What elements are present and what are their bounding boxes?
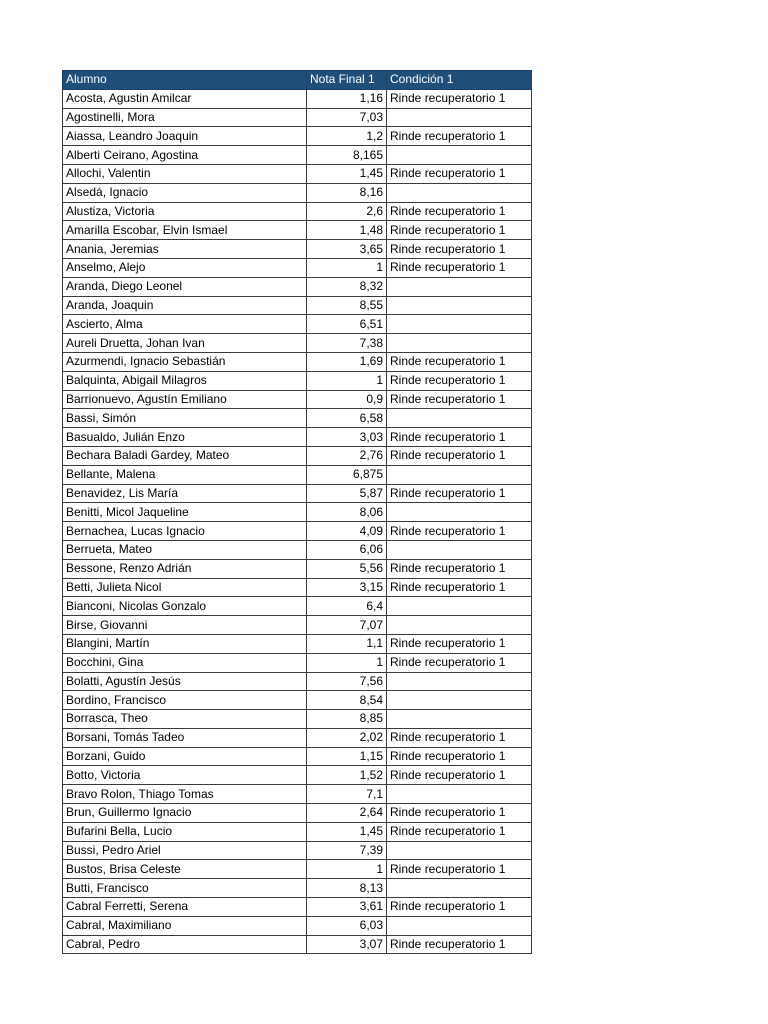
condition-cell: [387, 277, 532, 296]
condition-cell: [387, 691, 532, 710]
table-row: [63, 728, 532, 747]
final-grade-cell: 8,32: [307, 277, 387, 296]
table-row: [63, 879, 532, 898]
final-grade-cell: 4,09: [307, 522, 387, 541]
student-name-cell: Bufarini Bella, Lucio: [63, 822, 307, 841]
table-row: [63, 409, 532, 428]
table-row: [63, 804, 532, 823]
student-name-cell: Bolatti, Agustín Jesús: [63, 672, 307, 691]
condition-cell: Rinde recuperatorio 1: [387, 446, 532, 465]
student-name-cell: Bechara Baladi Gardey, Mateo: [63, 446, 307, 465]
final-grade-cell: 7,03: [307, 108, 387, 127]
final-grade-cell: 1: [307, 258, 387, 277]
final-grade-cell: 3,03: [307, 428, 387, 447]
table-row: [63, 428, 532, 447]
student-name-cell: Borzani, Guido: [63, 747, 307, 766]
final-grade-cell: 1,45: [307, 822, 387, 841]
final-grade-cell: 0,9: [307, 390, 387, 409]
student-name-cell: Betti, Julieta Nicol: [63, 578, 307, 597]
condition-cell: [387, 710, 532, 729]
condition-cell: Rinde recuperatorio 1: [387, 653, 532, 672]
student-name-cell: Allochi, Valentin: [63, 164, 307, 183]
final-grade-cell: 7,39: [307, 841, 387, 860]
table-row: [63, 277, 532, 296]
student-name-cell: Benitti, Micol Jaqueline: [63, 503, 307, 522]
table-row: [63, 446, 532, 465]
table-row: [63, 522, 532, 541]
final-grade-cell: 3,61: [307, 898, 387, 917]
student-name-cell: Alsedá, Ignacio: [63, 183, 307, 202]
final-grade-cell: 3,65: [307, 240, 387, 259]
final-grade-cell: 2,02: [307, 728, 387, 747]
table-row: [63, 822, 532, 841]
condition-cell: [387, 146, 532, 165]
final-grade-cell: 8,54: [307, 691, 387, 710]
final-grade-cell: 8,165: [307, 146, 387, 165]
condition-cell: [387, 315, 532, 334]
student-name-cell: Benavidez, Lis María: [63, 484, 307, 503]
condition-cell: Rinde recuperatorio 1: [387, 634, 532, 653]
student-name-cell: Cabral, Maximiliano: [63, 916, 307, 935]
student-name-cell: Amarilla Escobar, Elvin Ismael: [63, 221, 307, 240]
condition-cell: Rinde recuperatorio 1: [387, 202, 532, 221]
condition-cell: Rinde recuperatorio 1: [387, 428, 532, 447]
column-header-alumno: Alumno: [63, 71, 307, 90]
final-grade-cell: 6,06: [307, 540, 387, 559]
condition-cell: Rinde recuperatorio 1: [387, 728, 532, 747]
condition-cell: Rinde recuperatorio 1: [387, 164, 532, 183]
condition-cell: Rinde recuperatorio 1: [387, 898, 532, 917]
table-row: [63, 841, 532, 860]
grades-table: [62, 70, 532, 954]
final-grade-cell: 6,875: [307, 465, 387, 484]
student-name-cell: Bustos, Brisa Celeste: [63, 860, 307, 879]
final-grade-cell: 7,1: [307, 785, 387, 804]
condition-cell: [387, 503, 532, 522]
table-row: [63, 672, 532, 691]
student-name-cell: Botto, Victoria: [63, 766, 307, 785]
student-name-cell: Barrionuevo, Agustín Emiliano: [63, 390, 307, 409]
condition-cell: Rinde recuperatorio 1: [387, 860, 532, 879]
condition-cell: Rinde recuperatorio 1: [387, 371, 532, 390]
table-row: [63, 108, 532, 127]
final-grade-cell: 1: [307, 371, 387, 390]
table-row: [63, 503, 532, 522]
student-name-cell: Aiassa, Leandro Joaquin: [63, 127, 307, 146]
student-name-cell: Aureli Druetta, Johan Ivan: [63, 334, 307, 353]
condition-cell: [387, 183, 532, 202]
student-name-cell: Azurmendi, Ignacio Sebastián: [63, 352, 307, 371]
final-grade-cell: 2,76: [307, 446, 387, 465]
student-name-cell: Bussi, Pedro Ariel: [63, 841, 307, 860]
student-name-cell: Basualdo, Julián Enzo: [63, 428, 307, 447]
student-name-cell: Bordino, Francisco: [63, 691, 307, 710]
final-grade-cell: 8,55: [307, 296, 387, 315]
student-name-cell: Aranda, Diego Leonel: [63, 277, 307, 296]
condition-cell: [387, 540, 532, 559]
table-row: [63, 390, 532, 409]
condition-cell: Rinde recuperatorio 1: [387, 352, 532, 371]
student-name-cell: Alberti Ceirano, Agostina: [63, 146, 307, 165]
final-grade-cell: 6,03: [307, 916, 387, 935]
condition-cell: [387, 616, 532, 635]
student-name-cell: Acosta, Agustin Amilcar: [63, 89, 307, 108]
final-grade-cell: 5,56: [307, 559, 387, 578]
final-grade-cell: 5,87: [307, 484, 387, 503]
student-name-cell: Aranda, Joaquin: [63, 296, 307, 315]
student-name-cell: Bianconi, Nicolas Gonzalo: [63, 597, 307, 616]
condition-cell: [387, 108, 532, 127]
student-name-cell: Bernachea, Lucas Ignacio: [63, 522, 307, 541]
table-row: [63, 484, 532, 503]
condition-cell: Rinde recuperatorio 1: [387, 822, 532, 841]
student-name-cell: Brun, Guillermo Ignacio: [63, 804, 307, 823]
final-grade-cell: 8,13: [307, 879, 387, 898]
condition-cell: Rinde recuperatorio 1: [387, 221, 532, 240]
final-grade-cell: 1,48: [307, 221, 387, 240]
final-grade-cell: 7,38: [307, 334, 387, 353]
condition-cell: [387, 465, 532, 484]
condition-cell: Rinde recuperatorio 1: [387, 578, 532, 597]
table-row: [63, 578, 532, 597]
final-grade-cell: 7,56: [307, 672, 387, 691]
table-row: [63, 597, 532, 616]
condition-cell: Rinde recuperatorio 1: [387, 89, 532, 108]
final-grade-cell: 6,58: [307, 409, 387, 428]
student-name-cell: Balquinta, Abigail Milagros: [63, 371, 307, 390]
table-row: [63, 89, 532, 108]
condition-cell: Rinde recuperatorio 1: [387, 522, 532, 541]
condition-cell: Rinde recuperatorio 1: [387, 127, 532, 146]
condition-cell: [387, 785, 532, 804]
column-header-condicion: Condición 1: [387, 71, 532, 90]
table-row: [63, 916, 532, 935]
condition-cell: [387, 841, 532, 860]
condition-cell: Rinde recuperatorio 1: [387, 935, 532, 954]
condition-cell: Rinde recuperatorio 1: [387, 747, 532, 766]
table-row: [63, 127, 532, 146]
final-grade-cell: 8,16: [307, 183, 387, 202]
condition-cell: Rinde recuperatorio 1: [387, 390, 532, 409]
table-row: [63, 164, 532, 183]
student-name-cell: Birse, Giovanni: [63, 616, 307, 635]
table-row: [63, 296, 532, 315]
table-row: [63, 352, 532, 371]
final-grade-cell: 1,15: [307, 747, 387, 766]
student-name-cell: Bassi, Simón: [63, 409, 307, 428]
final-grade-cell: 8,06: [307, 503, 387, 522]
table-row: [63, 616, 532, 635]
condition-cell: Rinde recuperatorio 1: [387, 766, 532, 785]
condition-cell: Rinde recuperatorio 1: [387, 559, 532, 578]
final-grade-cell: 1,45: [307, 164, 387, 183]
condition-cell: [387, 296, 532, 315]
final-grade-cell: 1,16: [307, 89, 387, 108]
student-name-cell: Bellante, Malena: [63, 465, 307, 484]
student-name-cell: Cabral Ferretti, Serena: [63, 898, 307, 917]
condition-cell: [387, 409, 532, 428]
final-grade-cell: 6,4: [307, 597, 387, 616]
table-row: [63, 221, 532, 240]
table-row: [63, 315, 532, 334]
student-name-cell: Anselmo, Alejo: [63, 258, 307, 277]
table-row: [63, 559, 532, 578]
final-grade-cell: 7,07: [307, 616, 387, 635]
table-row: [63, 766, 532, 785]
condition-cell: [387, 334, 532, 353]
student-name-cell: Agostinelli, Mora: [63, 108, 307, 127]
final-grade-cell: 3,07: [307, 935, 387, 954]
final-grade-cell: 1: [307, 860, 387, 879]
condition-cell: Rinde recuperatorio 1: [387, 804, 532, 823]
student-name-cell: Cabral, Pedro: [63, 935, 307, 954]
student-name-cell: Bocchini, Gina: [63, 653, 307, 672]
final-grade-cell: 1,52: [307, 766, 387, 785]
condition-cell: Rinde recuperatorio 1: [387, 240, 532, 259]
table-row: [63, 634, 532, 653]
final-grade-cell: 1,69: [307, 352, 387, 371]
final-grade-cell: 8,85: [307, 710, 387, 729]
table-row: [63, 860, 532, 879]
student-name-cell: Butti, Francisco: [63, 879, 307, 898]
student-name-cell: Bravo Rolon, Thiago Tomas: [63, 785, 307, 804]
condition-cell: [387, 916, 532, 935]
student-name-cell: Bessone, Renzo Adrián: [63, 559, 307, 578]
table-row: [63, 691, 532, 710]
header-row: [63, 71, 532, 90]
condition-cell: [387, 597, 532, 616]
final-grade-cell: 1: [307, 653, 387, 672]
condition-cell: Rinde recuperatorio 1: [387, 484, 532, 503]
student-name-cell: Borrasca, Theo: [63, 710, 307, 729]
condition-cell: [387, 879, 532, 898]
final-grade-cell: 6,51: [307, 315, 387, 334]
table-row: [63, 258, 532, 277]
table-row: [63, 240, 532, 259]
table-row: [63, 898, 532, 917]
student-name-cell: Berrueta, Mateo: [63, 540, 307, 559]
student-name-cell: Blangini, Martín: [63, 634, 307, 653]
table-row: [63, 653, 532, 672]
final-grade-cell: 3,15: [307, 578, 387, 597]
table-row: [63, 202, 532, 221]
table-row: [63, 785, 532, 804]
student-name-cell: Borsani, Tomás Tadeo: [63, 728, 307, 747]
student-name-cell: Alustiza, Victoria: [63, 202, 307, 221]
table-row: [63, 146, 532, 165]
final-grade-cell: 2,6: [307, 202, 387, 221]
table-row: [63, 183, 532, 202]
final-grade-cell: 1,1: [307, 634, 387, 653]
condition-cell: [387, 672, 532, 691]
table-row: [63, 371, 532, 390]
table-row: [63, 540, 532, 559]
table-row: [63, 334, 532, 353]
student-name-cell: Ascierto, Alma: [63, 315, 307, 334]
final-grade-cell: 1,2: [307, 127, 387, 146]
column-header-nota-final: Nota Final 1: [307, 71, 387, 90]
student-name-cell: Anania, Jeremias: [63, 240, 307, 259]
table-row: [63, 710, 532, 729]
condition-cell: Rinde recuperatorio 1: [387, 258, 532, 277]
table-row: [63, 935, 532, 954]
final-grade-cell: 2,64: [307, 804, 387, 823]
table-row: [63, 747, 532, 766]
table-row: [63, 465, 532, 484]
